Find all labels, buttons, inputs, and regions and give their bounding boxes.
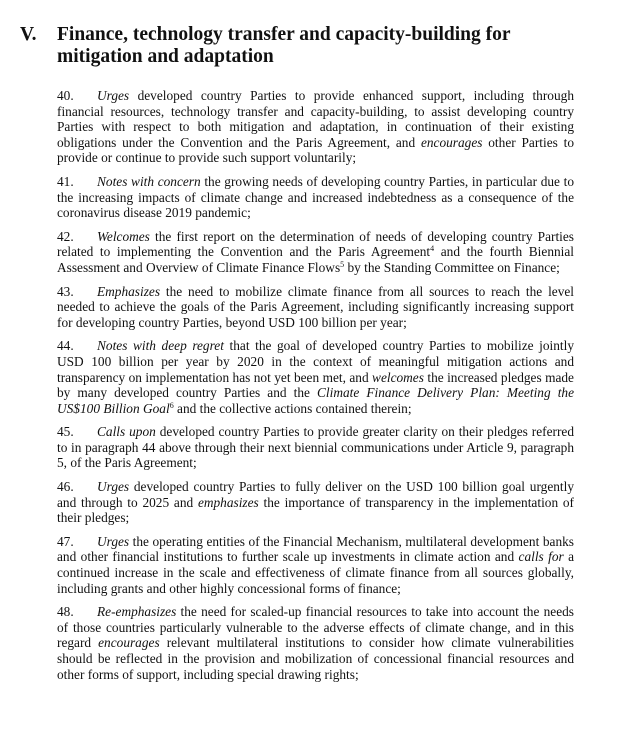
operative-verb: emphasizes xyxy=(197,494,259,510)
paragraph-number: 45. xyxy=(57,424,74,440)
paragraph-text: that the goal of developed country Parties to mobilize jointly USD 100 billion per year by 2020 in the context of meaningful mitigation actions and transparency on implementation has not yet been met, and xyxy=(57,338,574,385)
paragraph-number: 46. xyxy=(57,479,74,495)
operative-verb: Re-emphasizes xyxy=(97,604,177,620)
paragraph-number: 43. xyxy=(57,283,74,299)
paragraph-text: the need to mobilize climate finance from all sources to reach the level needed to achieve the goals of the Paris Agreement, including significantly increasing support for developing country Parties, beyond USD 100 billion per year; xyxy=(57,283,574,330)
paragraph-46 xyxy=(57,479,574,526)
paragraph-41 xyxy=(57,174,574,221)
paragraph-42 xyxy=(57,229,574,276)
paragraph-text: other Parties to provide or continue to provide such support voluntarily; xyxy=(57,134,574,166)
paragraph-text: and the fourth Biennial Assessment and Overview of Climate Finance Flows xyxy=(57,244,574,275)
paragraph-text: relevant multilateral institutions to consider how climate vulnerabilities should be reflected in the provision and mobilization of concessional financial resources and other forms of support, including special drawing rights; xyxy=(57,635,574,682)
paragraph-text: the operating entities of the Financial Mechanism, multilateral development banks and other financial institutions to further scale up investments in climate action and xyxy=(57,533,574,565)
operative-verb: calls for xyxy=(518,549,564,565)
operative-verb: Urges xyxy=(97,533,130,549)
paragraph-number: 42. xyxy=(57,228,74,244)
operative-verb: Urges xyxy=(97,479,130,495)
paragraph-43 xyxy=(57,284,574,331)
footnote-reference: 5 xyxy=(340,259,345,269)
paragraph-text: the need for scaled-up financial resources to take into account the needs of those countries particularly vulnerable to the adverse effects of climate change, and in this regard xyxy=(57,604,574,651)
section-number: V. xyxy=(20,24,37,45)
paragraph-text: the increased pledges made by many developed country Parties and the xyxy=(57,369,574,401)
operative-verb: Urges xyxy=(97,88,130,103)
paragraph-text: and the collective actions contained therein; xyxy=(173,400,412,416)
paragraph-number: 47. xyxy=(57,533,74,549)
footnote-reference: 6 xyxy=(169,400,174,410)
paragraph-44 xyxy=(57,338,574,416)
section-title: Finance, technology transfer and capacity-building for mitigation and adaptation xyxy=(57,24,511,67)
paragraph-48 xyxy=(57,604,574,682)
paragraph-text: a continued increase in the scale and effectiveness of climate finance from all sources globally, including grants and other highly concessional forms of finance; xyxy=(57,549,574,596)
operative-verb: encourages xyxy=(98,635,160,651)
operative-verb: Emphasizes xyxy=(97,283,161,299)
operative-verb: Notes with deep regret xyxy=(97,338,224,354)
paragraph-number: 40. xyxy=(57,88,74,103)
paragraph-text: the importance of transparency in the implementation of their pledges; xyxy=(57,494,574,526)
paragraph-text: developed country Parties to fully deliver on the USD 100 billion goal urgently and through to 2025 and xyxy=(57,479,574,510)
operative-verb: welcomes xyxy=(372,369,424,385)
operative-verb: Welcomes xyxy=(97,228,150,244)
operative-verb: Calls upon xyxy=(97,424,156,440)
operative-verb: encourages xyxy=(420,134,483,150)
paragraph-40 xyxy=(57,88,574,166)
paragraph-47 xyxy=(57,534,574,596)
operative-verb: Notes with concern xyxy=(97,173,201,189)
paragraph-text: the growing needs of developing country Parties, in particular due to the increasing impacts of climate change and increased indebtedness as a consequence of the coronavirus disease 2019 pandemic; xyxy=(57,173,574,221)
footnote-reference: 4 xyxy=(430,244,435,254)
operative-verb: Climate Finance Delivery Plan: Meeting the US$100 Billion Goal xyxy=(57,385,574,416)
paragraph-number: 41. xyxy=(57,173,74,189)
paragraph-number: 48. xyxy=(57,604,74,620)
section-heading xyxy=(20,24,574,68)
paragraph-text: the first report on the determination of needs of developing country Parties related to implementing the Convention and the Paris Agreement xyxy=(57,228,574,260)
paragraph-list xyxy=(57,88,574,682)
paragraph-text: by the Standing Committee on Finance; xyxy=(344,259,560,275)
paragraph-text: developed country Parties to provide enhanced support, including through financial resources, technology transfer and capacity-building, to assist developing country Parties with respect to both mitigation and adaptation, in continuation of their existing obligations under the Convention and the Paris Agreement, and xyxy=(57,88,574,150)
paragraph-number: 44. xyxy=(57,338,74,354)
paragraph-text: developed country Parties to provide greater clarity on their pledges referred to in paragraph 44 above through their next biennial communications under Article 9, paragraph 5, of the Paris Agreement; xyxy=(57,424,575,471)
paragraph-45 xyxy=(57,424,574,471)
